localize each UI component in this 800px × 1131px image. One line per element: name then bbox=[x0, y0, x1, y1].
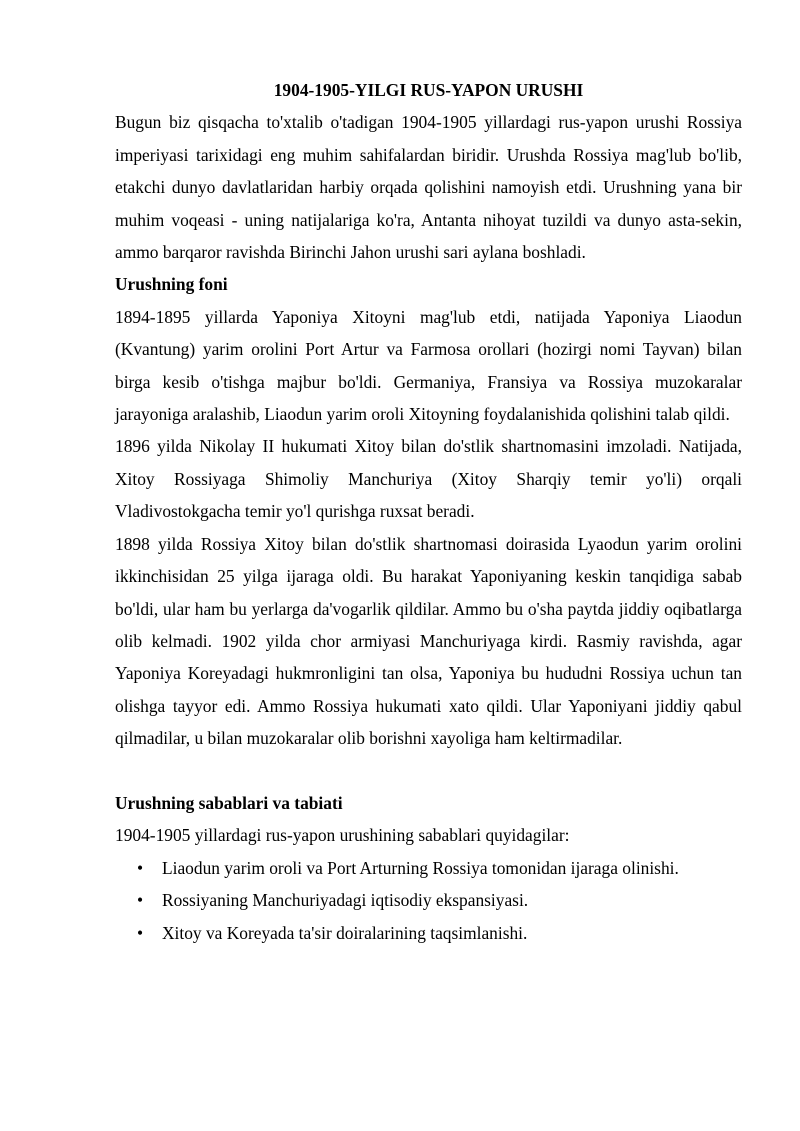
background-paragraph-3: 1898 yilda Rossiya Xitoy bilan do'stlik shartnomasi doirasida Lyaodun yarim orolini ikkinchisidan 25 yilga ijaraga oldi. Bu harakat Yaponiyaning keskin tanqidiga sabab bo'ldi, ular ham bu yerlarga da'vogarlik qildilar. Ammo bu o'sha paytda jiddiy oqibatlarga olib kelmadi. 1902 yilda chor armiyasi Manchuriyaga kirdi. Rasmiy ravishda, agar Yaponiya Koreyadagi hukmronligini tan olsa, Yaponiya bu hududni Rossiya uchun tan olishga tayyor edi. Ammo Rossiya hukumati xato qildi. Ular Yaponiyani jiddiy qabul qilmadilar, u bilan muzokaralar olib borishni xayoliga ham keltirmadilar. bbox=[115, 533, 742, 749]
bullet-icon: • bbox=[137, 922, 144, 943]
section-spacer bbox=[115, 755, 742, 787]
bullet-icon: • bbox=[137, 857, 144, 878]
background-paragraph-2: 1896 yilda Nikolay II hukumati Xitoy bilan do'stlik shartnomasini imzoladi. Natijada, Xitoy Rossiyaga Shimoliy Manchuriya (Xitoy Sharqiy temir yo'li) orqali Vladivostokgacha temir yo'l qurishga ruxsat beradi. bbox=[115, 436, 742, 522]
causes-intro: 1904-1905 yillardagi rus-yapon urushining sabablari quyidagilar: bbox=[115, 825, 570, 846]
document-title: 1904-1905-YILGI RUS-YAPON URUSHI bbox=[273, 80, 584, 100]
background-paragraph-1: 1894-1895 yillarda Yaponiya Xitoyni mag'lub etdi, natijada Yaponiya Liaodun (Kvantung) yarim orolini Port Artur va Farmosa orollari (hozirgi nomi Tayvan) bilan birga kesib o'tishga majbur bo'ldi. Germaniya, Fransiya va Rossiya muzokaralar jarayoniga aralashib, Liaodun yarim oroli Xitoyning foydalanishida qolishini talab qildi. bbox=[115, 306, 742, 425]
document-page bbox=[115, 74, 742, 949]
section-heading-background: Urushning foni bbox=[115, 274, 228, 295]
list-item-text: Liaodun yarim oroli va Port Arturning Rossiya tomonidan ijaraga olinishi. bbox=[162, 857, 679, 878]
intro-paragraph: Bugun biz qisqacha to'xtalib o'tadigan 1904-1905 yillardagi rus-yapon urushi Rossiya imperiyasi tarixidagi eng muhim sahifalardan biridir. Urushda Rossiya mag'lub bo'lib, etakchi dunyo davlatlaridan harbiy orqada qolishini namoyish etdi. Urushning yana bir muhim voqeasi - uning natijalariga ko'ra, Antanta nihoyat tuzildi va dunyo asta-sekin, ammo barqaror ravishda Birinchi Jahon urushi sari aylana boshladi. bbox=[115, 112, 742, 263]
bullet-icon: • bbox=[137, 890, 144, 911]
list-item bbox=[115, 917, 742, 949]
list-item bbox=[115, 884, 742, 916]
list-item-text: Rossiyaning Manchuriyadagi iqtisodiy ekspansiyasi. bbox=[162, 890, 529, 911]
causes-list bbox=[115, 852, 742, 949]
list-item bbox=[115, 852, 742, 884]
list-item-text: Xitoy va Koreyada ta'sir doiralarining taqsimlanishi. bbox=[162, 922, 528, 943]
section-heading-causes: Urushning sabablari va tabiati bbox=[115, 792, 343, 813]
